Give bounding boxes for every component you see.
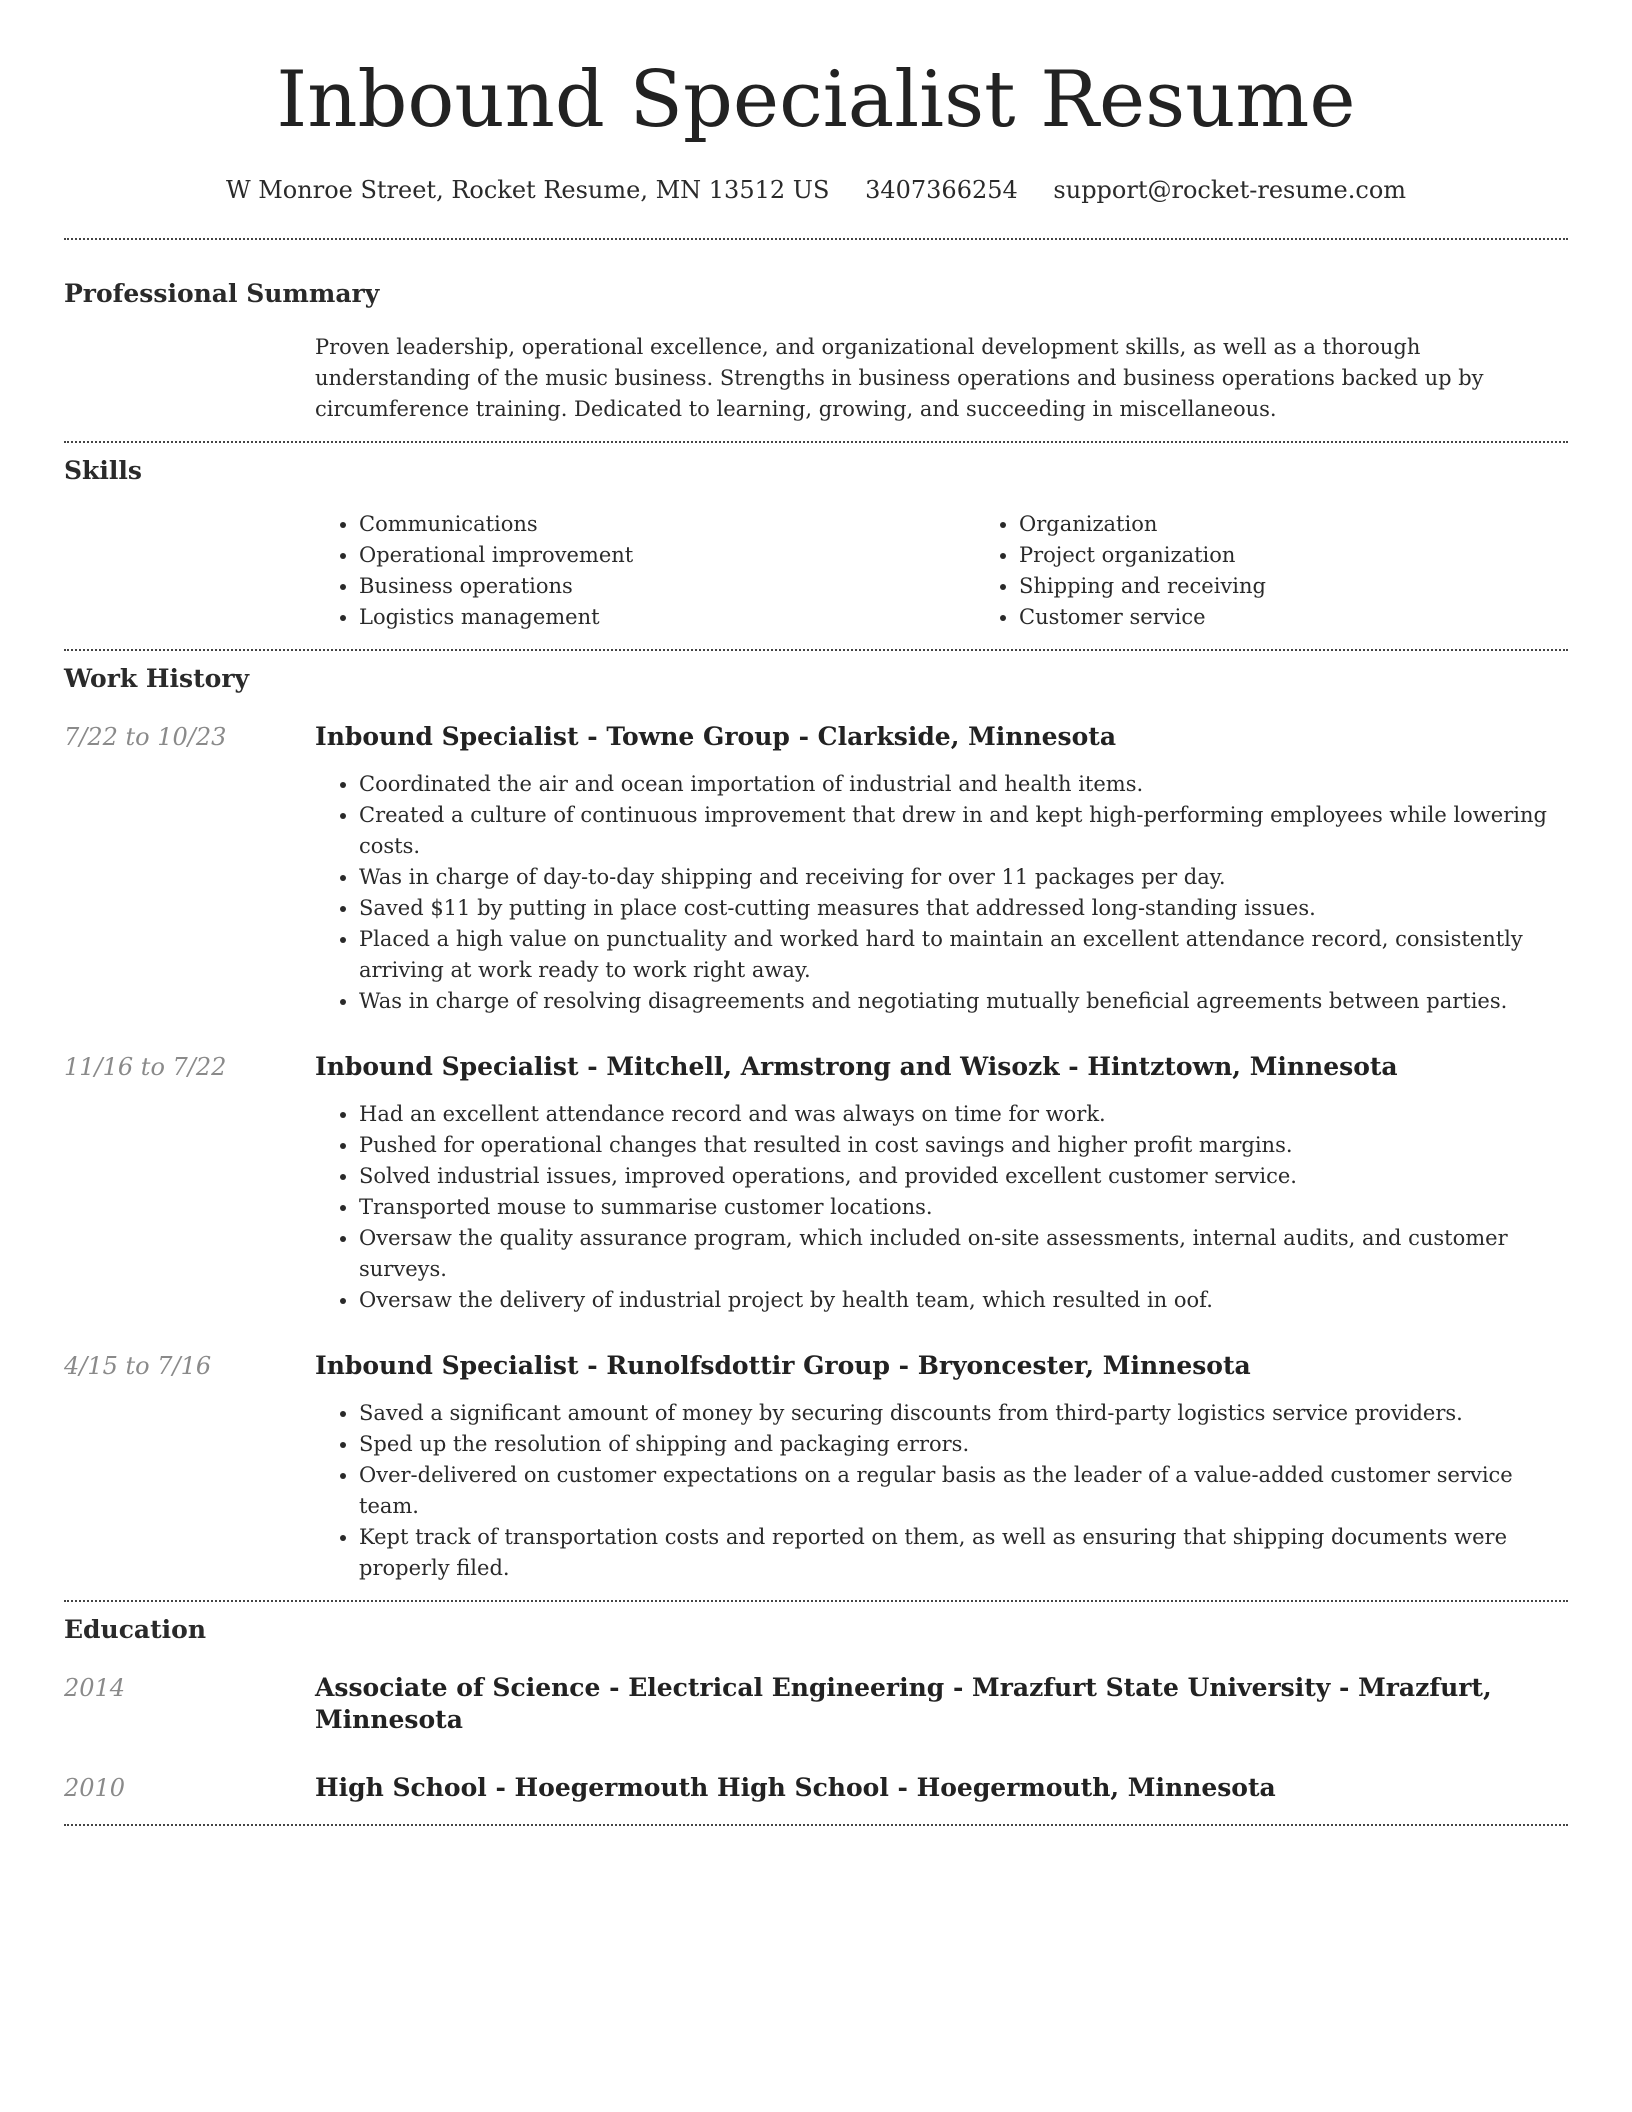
contact-email: support@rocket-resume.com [1053,176,1407,204]
skill-item: • Project organization [1019,540,1632,571]
job-title: Inbound Specialist - Mitchell, Armstrong and Wisozk - Hintztown, Minnesota [315,1052,1398,1081]
contact-phone: 3407366254 [865,176,1018,204]
summary-left-spacer [64,332,315,425]
summary-heading: Professional Summary [64,279,380,308]
skill-item: • Organization [1019,509,1632,540]
divider-education [64,1824,1568,1826]
job-bullet: • Placed a high value on punctuality and worked hard to maintain an excellent attendance record, consistently arriving at work ready to work right away. [359,924,1568,986]
summary-section [64,240,1568,425]
job-bullet: • Saved $11 by putting in place cost-cutting measures that addressed long-standing issues. [359,893,1568,924]
skill-item: • Customer service [1019,602,1632,633]
job-bullet: • Over-delivered on customer expectations on a regular basis as the leader of a value-added customer service team. [359,1460,1568,1522]
work-heading: Work History [64,664,250,693]
resume-title: Inbound Specialist Resume [276,55,1356,145]
job-dates: 7/22 to 10/23 [64,723,227,751]
skills-list-col2 [975,509,1632,633]
education-year: 2010 [64,1774,126,1802]
contact-line [64,174,1568,206]
job-bullet: • Oversaw the delivery of industrial project by health team, which resulted in oof. [359,1285,1568,1316]
job-bullet: • Was in charge of resolving disagreements and negotiating mutually beneficial agreements between parties. [359,986,1568,1017]
job-entry [64,1051,1568,1316]
job-title: Inbound Specialist - Towne Group - Clarkside, Minnesota [315,722,1117,751]
contact-address: W Monroe Street, Rocket Resume, MN 13512 US [225,176,830,204]
job-dates: 11/16 to 7/22 [64,1053,227,1081]
work-section [64,651,1568,1584]
job-bullet: • Coordinated the air and ocean importation of industrial and health items. [359,769,1568,800]
job-bullet: • Was in charge of day-to-day shipping and receiving for over 11 packages per day. [359,862,1568,893]
summary-text: Proven leadership, operational excellence, and organizational development skills, as well as a thorough understanding of the music business. Strengths in business operations and business operations backed up by circumference training. Dedicated to learning, growing, and succeeding in miscellaneous. [315,335,1484,421]
job-bullets [315,1398,1568,1584]
job-bullets [315,769,1568,1017]
skills-list-col1 [315,509,975,633]
skill-item: • Shipping and receiving [1019,571,1632,602]
education-entry [64,1772,1568,1804]
education-title: High School - Hoegermouth High School - Hoegermouth, Minnesota [315,1773,1276,1802]
job-bullets [315,1099,1568,1316]
skills-section [64,443,1568,633]
skill-item: • Operational improvement [359,540,975,571]
education-heading: Education [64,1615,207,1644]
education-entry [64,1672,1568,1736]
job-bullet: • Sped up the resolution of shipping and packaging errors. [359,1429,1568,1460]
education-title: Associate of Science - Electrical Engineering - Mrazfurt State University - Mrazfurt, Minnesota [315,1673,1492,1734]
skills-left-spacer [64,509,315,633]
job-bullet: • Had an excellent attendance record and was always on time for work. [359,1099,1568,1130]
job-bullet: • Transported mouse to summarise customer locations. [359,1192,1568,1223]
skill-item: • Logistics management [359,602,975,633]
job-entry [64,1350,1568,1584]
job-bullet: • Oversaw the quality assurance program, which included on-site assessments, internal audits, and customer surveys. [359,1223,1568,1285]
skill-item: • Communications [359,509,975,540]
skills-heading: Skills [64,456,142,485]
job-title: Inbound Specialist - Runolfsdottir Group - Bryoncester, Minnesota [315,1351,1251,1380]
job-bullet: • Pushed for operational changes that resulted in cost savings and higher profit margins. [359,1130,1568,1161]
job-dates: 4/15 to 7/16 [64,1352,212,1380]
education-year: 2014 [64,1674,126,1702]
job-bullet: • Solved industrial issues, improved operations, and provided excellent customer service. [359,1161,1568,1192]
job-bullet: • Created a culture of continuous improvement that drew in and kept high-performing employees while lowering costs. [359,800,1568,862]
skill-item: • Business operations [359,571,975,602]
job-entry [64,721,1568,1017]
job-bullet: • Saved a significant amount of money by securing discounts from third-party logistics service providers. [359,1398,1568,1429]
job-bullet: • Kept track of transportation costs and reported on them, as well as ensuring that shipping documents were properly filed. [359,1522,1568,1584]
education-section [64,1602,1568,1804]
